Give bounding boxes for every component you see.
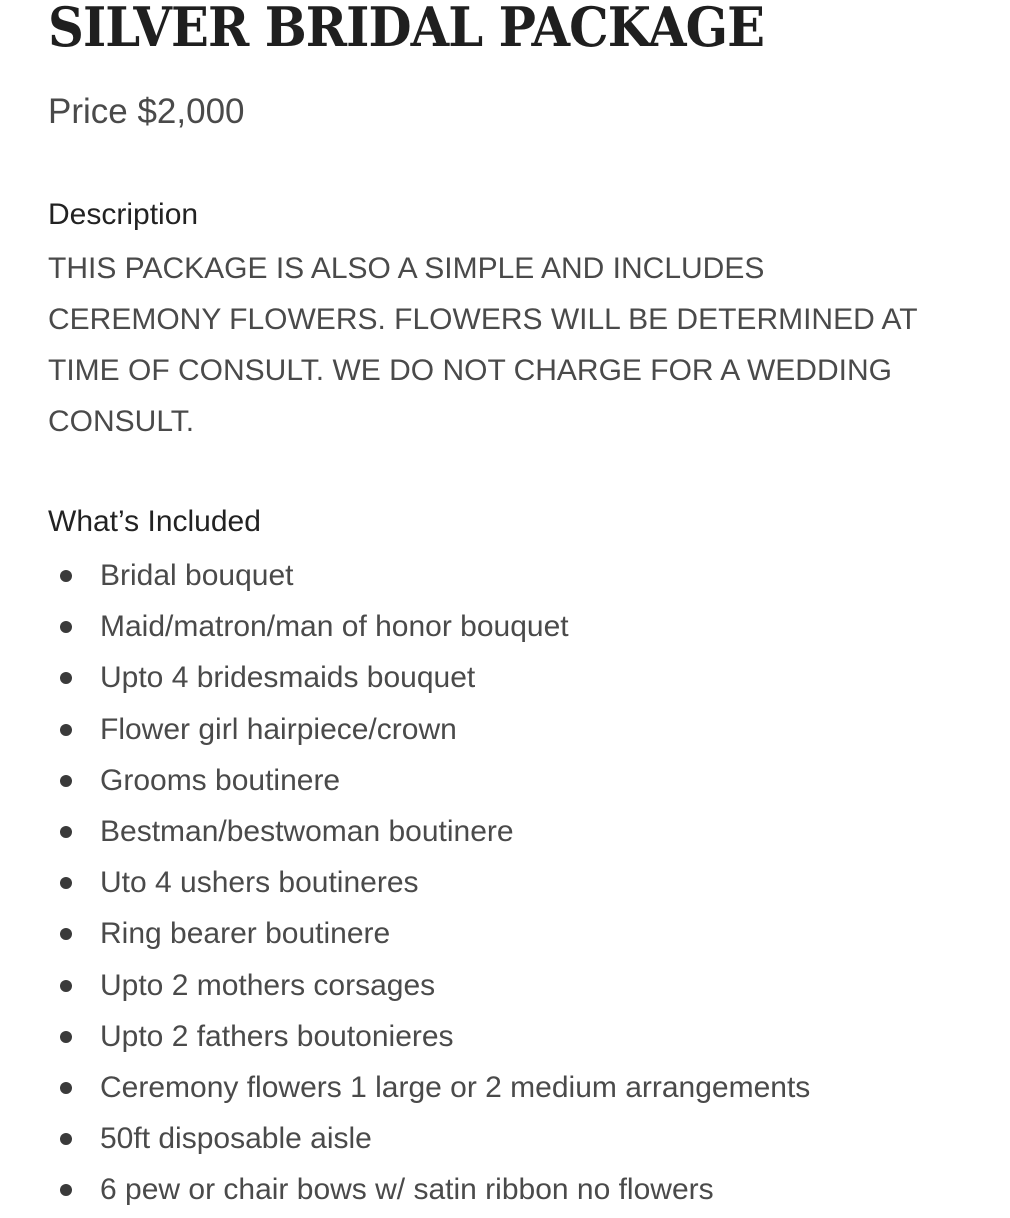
bullet-icon xyxy=(60,928,72,940)
bullet-icon xyxy=(60,672,72,684)
list-item xyxy=(48,908,1003,959)
list-item-text: Upto 2 fathers boutonieres xyxy=(100,1019,454,1053)
list-item xyxy=(48,601,1003,652)
list-item xyxy=(48,1011,1003,1062)
bullet-icon xyxy=(60,570,72,582)
bullet-icon xyxy=(60,980,72,992)
bullet-icon xyxy=(60,1031,72,1043)
description-line: THIS PACKAGE IS ALSO A SIMPLE AND INCLUDES xyxy=(48,252,765,285)
list-item xyxy=(48,704,1003,755)
list-item xyxy=(48,857,1003,908)
list-item-text: Maid/matron/man of honor bouquet xyxy=(100,610,569,644)
list-item-text: Grooms boutinere xyxy=(100,763,341,797)
bullet-icon xyxy=(60,1082,72,1094)
bullet-icon xyxy=(60,1184,72,1196)
bullet-icon xyxy=(60,1133,72,1145)
bullet-icon xyxy=(60,621,72,633)
description-line: CEREMONY FLOWERS. FLOWERS WILL BE DETERMINED AT xyxy=(48,303,918,336)
list-item-text: 6 pew or chair bows w/ satin ribbon no flowers xyxy=(100,1173,714,1207)
list-item-text: Ceremony flowers 1 large or 2 medium arrangements xyxy=(100,1070,811,1104)
list-item xyxy=(48,1113,1003,1164)
description-heading: Description xyxy=(48,198,199,231)
list-item xyxy=(48,550,1003,601)
list-item-text: Flower girl hairpiece/crown xyxy=(100,712,457,746)
list-item-text: Bestman/bestwoman boutinere xyxy=(100,814,514,848)
list-item xyxy=(48,806,1003,857)
list-item-text: Ring bearer boutinere xyxy=(100,917,391,951)
list-item xyxy=(48,1062,1003,1113)
description-line: TIME OF CONSULT. WE DO NOT CHARGE FOR A WEDDING xyxy=(48,354,892,387)
whats-included-heading: What’s Included xyxy=(48,505,261,538)
list-item-text: Uto 4 ushers boutineres xyxy=(100,866,419,900)
list-item-text: Upto 2 mothers corsages xyxy=(100,968,436,1002)
bullet-icon xyxy=(60,826,72,838)
list-item xyxy=(48,1164,1003,1215)
bullet-icon xyxy=(60,877,72,889)
bullet-icon xyxy=(60,775,72,787)
description-line: CONSULT. xyxy=(48,405,195,438)
list-item xyxy=(48,755,1003,806)
package-price: Price $2,000 xyxy=(48,92,245,131)
list-item-text: 50ft disposable aisle xyxy=(100,1122,372,1156)
list-item-text: Bridal bouquet xyxy=(100,559,294,592)
page-title: SILVER BRIDAL PACKAGE xyxy=(48,0,765,59)
list-item xyxy=(48,960,1003,1011)
bullet-icon xyxy=(60,724,72,736)
list-item xyxy=(48,652,1003,703)
included-items-list xyxy=(48,550,1003,1215)
description-text xyxy=(48,243,1003,447)
list-item-text: Upto 4 bridesmaids bouquet xyxy=(100,661,476,695)
